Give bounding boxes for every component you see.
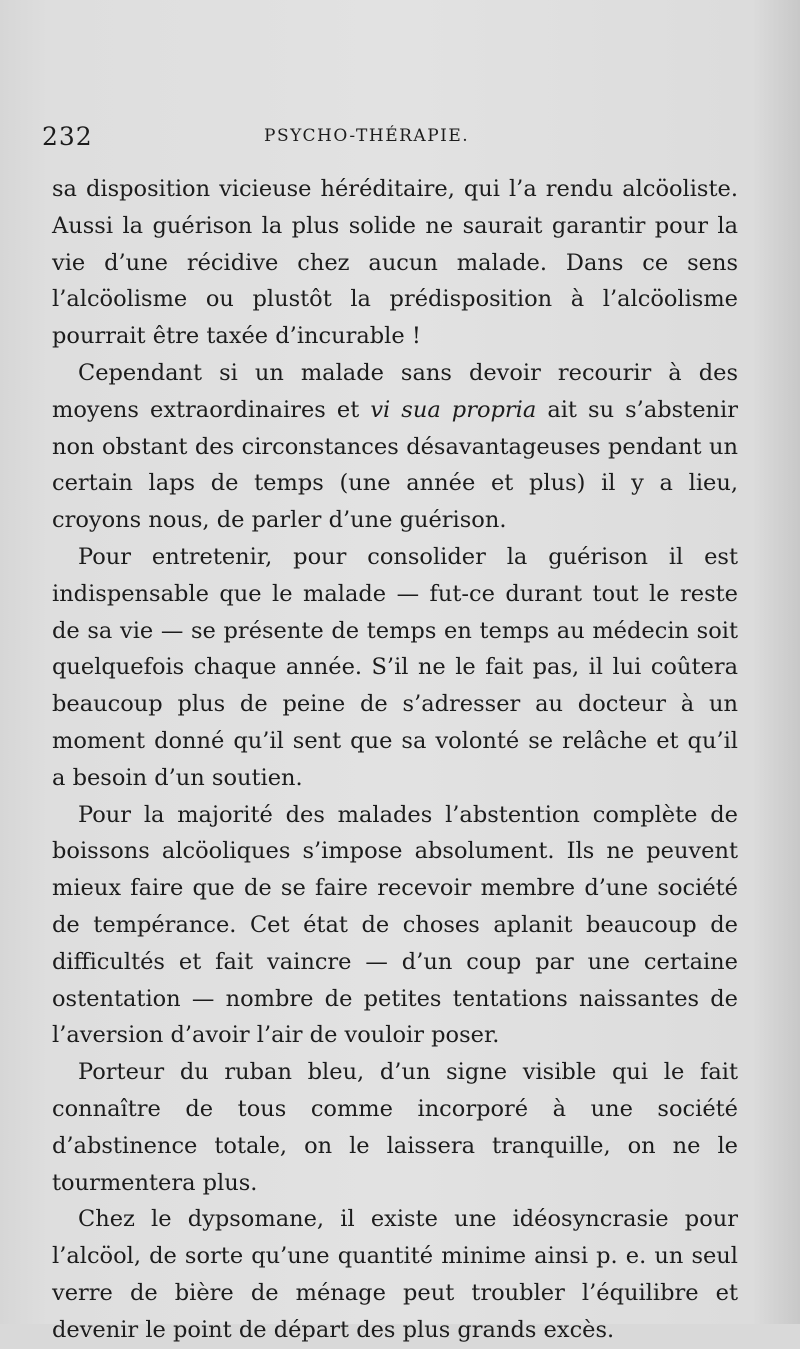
paragraph-2-text-before: Cependant si un malade sans devoir recourir à des moyens extraordinaires et — [52, 359, 738, 423]
paragraph-1: sa disposition vicieuse héréditaire, qui l’a rendu alcöoliste. Aussi la guérison la plus solide ne saurait garantir pour la vie d’une récidive chez aucun malade. Dans ce sens l’alcöolisme ou plustôt la prédisposition à l’alcöolisme pourrait être taxée d’incurable ! — [52, 176, 738, 350]
paragraph-5: Porteur du ruban bleu, d’un signe visible qui le fait connaître de tous comme incorporé à une société d’abstinence totale, on le laissera tranquille, on ne le tourmentera plus. — [52, 1059, 738, 1196]
paragraph-6: Chez le dypsomane, il existe une idéosyncrasie pour l’alcöol, de sorte qu’une quantité minime ainsi p. e. un seul verre de bière de ménage peut troubler l’équilibre et devenir le point de départ des plus grands excès. — [52, 1206, 738, 1343]
paragraph-3: Pour entretenir, pour consolider la guérison il est indispensable que le malade — fut-ce durant tout le reste de sa vie — se présente de temps en temps au médecin soit quelquefois chaque année. S’il ne le fait pas, il lui coûtera beaucoup plus de peine de s’adresser au docteur à un moment donné qu’il sent que sa volonté se relâche et qu’il a besoin d’un soutien. — [52, 543, 738, 791]
body-text — [52, 171, 738, 1349]
running-title: PSYCHO-THÉRAPIE. — [264, 126, 470, 146]
paragraph-2-text-after: ait su s’abstenir non obstant des circonstances désavantageuses pendant un certain laps de temps (une année et plus) il y a lieu, croyons nous, de parler d’une guérison. — [52, 396, 738, 534]
latin-phrase: vi sua propria — [370, 396, 537, 423]
paragraph-2 — [52, 355, 738, 539]
page-number: 232 — [42, 122, 93, 151]
paragraph-4: Pour la majorité des malades l’abstention complète de boissons alcöoliques s’impose absolument. Ils ne peuvent mieux faire que de se faire recevoir membre d’une société de tempérance. Cet état de choses aplanit beaucoup de difficultés et fait vaincre — d’un coup par une certaine ostentation — nombre de petites tentations naissantes de l’aversion d’avoir l’air de vouloir poser. — [52, 801, 738, 1049]
